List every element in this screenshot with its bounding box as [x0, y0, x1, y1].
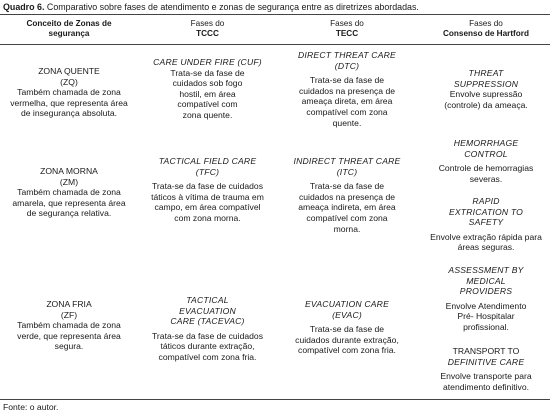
- tecc-evac-cell: [282, 299, 412, 356]
- phase-desc-line: Envolve Atendimento: [445, 300, 527, 311]
- phase-desc-line: táticos à vítima de trauma em: [151, 191, 264, 202]
- phase-desc-line: Trata-se da fase de cuidados: [152, 181, 263, 192]
- phase-desc-line: Controle de hemorragias: [438, 163, 534, 174]
- phase-desc-line: cuidados na presença de: [298, 191, 396, 202]
- hartford-hemorrhage-control: [422, 138, 550, 184]
- header-tecc-line: Fases do: [330, 19, 364, 28]
- phase-desc-line: cuidados sob fogo: [172, 78, 243, 89]
- phase-desc-line: Trata-se da fase de cuidados: [152, 330, 263, 341]
- phase-desc-line: Envolve extração rápida para: [430, 231, 542, 242]
- phase-desc-line: cuidados durante extração,: [295, 334, 399, 345]
- phase-title: SAFETY: [468, 217, 504, 228]
- zone-name: ZONA QUENTE: [38, 66, 100, 76]
- phase-desc-line: quente.: [332, 117, 362, 128]
- phase-title: ASSESSMENT BY: [448, 265, 524, 275]
- phase-desc-line: compatível com zona fria.: [158, 351, 257, 362]
- phase-title: HEMORRHAGE: [453, 138, 519, 148]
- top-rule: [0, 14, 550, 15]
- phase-desc-line: Trata-se da fase de: [309, 75, 385, 86]
- phase-title: TRANSPORT TO: [452, 346, 520, 356]
- phase-abbrev: (DTC): [334, 60, 360, 71]
- phase-title: THREAT: [468, 68, 504, 78]
- header-rule: [0, 44, 550, 45]
- phase-title: CARE (TACEVAC): [170, 316, 245, 327]
- zone-morna-cell: [3, 166, 135, 219]
- phase-desc-line: Pré- Hospitalar: [457, 311, 515, 322]
- phase-title: CONTROL: [464, 148, 508, 159]
- phase-title: DIRECT THREAT CARE: [298, 50, 396, 60]
- tccc-tacevac-cell: [140, 295, 275, 363]
- phase-desc-line: com zona morna.: [174, 212, 241, 223]
- zone-desc-line: Também chamada de zona: [17, 320, 121, 331]
- tccc-cuf-cell: [140, 57, 275, 121]
- header-zones-line: segurança: [48, 29, 90, 38]
- phase-desc-line: Envolve transporte para: [440, 371, 532, 382]
- phase-desc-line: profissional.: [463, 321, 509, 332]
- phase-title: DEFINITIVE CARE: [447, 356, 525, 367]
- header-hartford-line: Consenso de Hartford: [443, 29, 529, 38]
- phase-title: INDIRECT THREAT CARE: [293, 156, 401, 166]
- zone-abbrev: (ZQ): [60, 76, 78, 87]
- zone-quente-cell: [3, 66, 135, 119]
- zone-desc-line: Também chamada de zona: [17, 187, 121, 198]
- tccc-tfc-cell: [140, 156, 275, 224]
- header-zones-line: Conceito de Zonas de: [26, 19, 112, 28]
- phase-desc-line: compatível com: [177, 99, 238, 110]
- phase-desc-line: zona quente.: [182, 109, 233, 120]
- phase-desc-line: Trata-se da fase de: [309, 181, 385, 192]
- zone-desc-line: de segurança relativa.: [26, 208, 112, 219]
- zone-name: ZONA MORNA: [40, 166, 98, 176]
- hartford-transport: [422, 346, 550, 392]
- phase-desc-line: Envolve supressão: [449, 89, 523, 100]
- header-zones: [3, 19, 135, 39]
- tecc-itc-cell: [282, 156, 412, 234]
- zone-desc-line: segura.: [54, 341, 84, 352]
- hartford-assessment: [422, 265, 550, 333]
- phase-desc-line: cuidados na presença de: [298, 85, 396, 96]
- phase-desc-line: Trata-se da fase de: [309, 324, 385, 335]
- phase-desc-line: campo, em área compatível: [154, 202, 261, 213]
- header-hartford: [422, 19, 550, 39]
- zone-desc-line: verde, que representa área: [17, 330, 121, 341]
- phase-desc-line: ameaça indireta, em área: [298, 202, 396, 213]
- source-footnote: Fonte: o autor.: [3, 402, 59, 412]
- phase-title: PROVIDERS: [459, 286, 513, 297]
- phase-desc-line: atendimento definitivo.: [443, 381, 529, 392]
- phase-desc-line: severas.: [469, 173, 503, 184]
- phase-desc-line: áreas seguras.: [457, 242, 515, 253]
- zone-desc-line: amarela, que representa área: [12, 197, 126, 208]
- header-tccc: [140, 19, 275, 39]
- phase-abbrev: (EVAC): [332, 309, 362, 320]
- phase-title: TACTICAL: [186, 295, 229, 305]
- hartford-rapid-extrication: [422, 196, 550, 253]
- phase-title: CARE UNDER FIRE (CUF): [153, 57, 262, 67]
- zone-fria-cell: [3, 299, 135, 352]
- phase-desc-line: táticos durante extração,: [160, 341, 255, 352]
- phase-desc-line: compatível com zona: [306, 106, 388, 117]
- header-tecc: [282, 19, 412, 39]
- header-tccc-line: TCCC: [196, 29, 219, 38]
- phase-desc-line: (controle) da ameaça.: [444, 99, 528, 110]
- phase-desc-line: compatível com zona fria.: [298, 345, 396, 356]
- header-tccc-line: Fases do: [190, 19, 225, 28]
- phase-desc-line: compatível com zona: [306, 212, 388, 223]
- bottom-rule: [0, 399, 550, 400]
- phase-desc-line: Trata-se da fase de: [170, 67, 245, 78]
- table-caption: [3, 2, 419, 12]
- zone-abbrev: (ZF): [60, 309, 78, 320]
- phase-title: EVACUATION CARE: [304, 299, 390, 309]
- phase-desc-line: hostil, em área: [179, 88, 236, 99]
- caption-text: Comparativo sobre fases de atendimento e zonas de segurança entre as diretrizes abordadas.: [44, 2, 419, 12]
- hartford-threat-suppression: [422, 68, 550, 110]
- phase-title: SUPPRESSION: [453, 78, 519, 89]
- phase-title: RAPID: [472, 196, 500, 206]
- tecc-dtc-cell: [282, 50, 412, 128]
- phase-title: EXTRICATION TO: [448, 206, 524, 217]
- phase-desc-line: ameaça direta, em área: [301, 96, 393, 107]
- phase-title: MEDICAL: [466, 275, 506, 286]
- phase-abbrev: (ITC): [336, 166, 358, 177]
- zone-desc-line: de insegurança absoluta.: [20, 108, 118, 119]
- header-tecc-line: TECC: [335, 29, 359, 38]
- zone-abbrev: (ZM): [59, 176, 79, 187]
- zone-name: ZONA FRIA: [46, 299, 92, 309]
- phase-desc-line: morna.: [333, 223, 361, 234]
- phase-title: TACTICAL FIELD CARE: [158, 156, 257, 166]
- zone-desc-line: Também chamada de zona: [17, 87, 121, 98]
- caption-label: Quadro 6.: [3, 2, 45, 12]
- phase-title: EVACUATION: [179, 305, 236, 316]
- zone-desc-line: vermelha, que representa área: [10, 97, 128, 108]
- phase-abbrev: (TFC): [195, 166, 220, 177]
- header-hartford-line: Fases do: [469, 19, 503, 28]
